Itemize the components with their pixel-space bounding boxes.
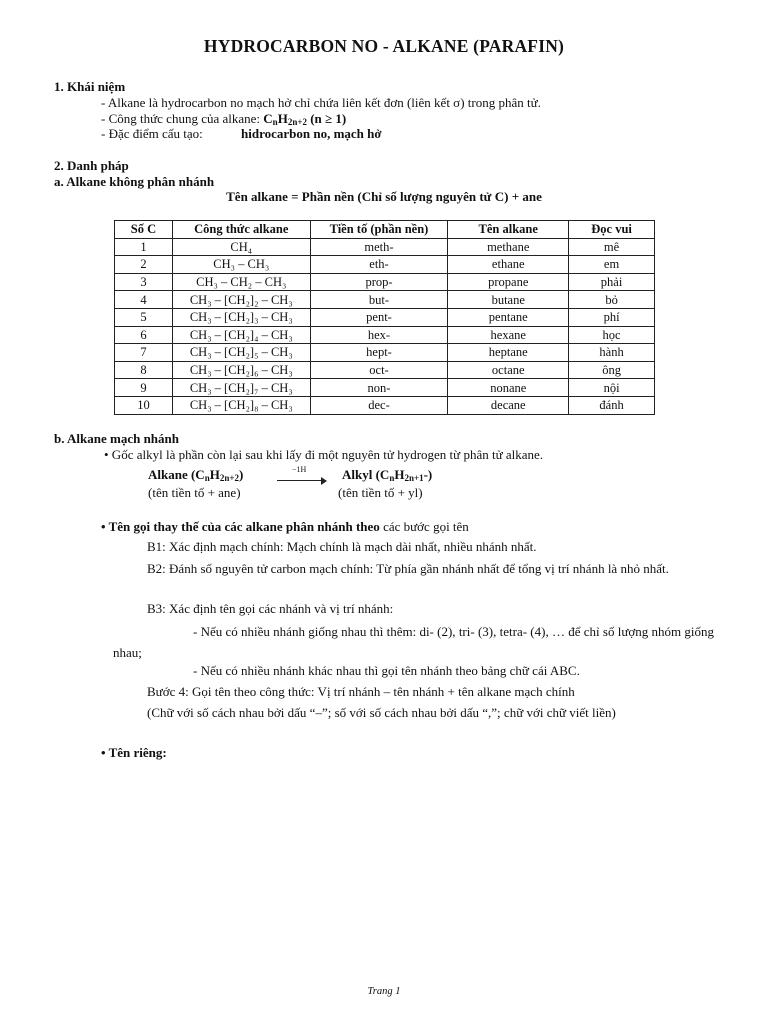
table-row bbox=[115, 396, 655, 414]
step-3: B3: Xác định tên gọi các nhánh và vị trí nhánh: bbox=[147, 601, 394, 616]
table-cell-name: nonane bbox=[448, 379, 569, 397]
general-formula: $C_nH_{2n+2}$ (n ≥ 1) bbox=[263, 111, 347, 127]
alkane-table-body bbox=[115, 238, 655, 414]
table-cell-prefix: meth- bbox=[310, 238, 448, 256]
section-2-heading: 2. Danh pháp bbox=[54, 158, 129, 173]
alkane-formula-label: Alkane $(C_nH_{2n+2})$ bbox=[148, 467, 244, 483]
table-cell-name: heptane bbox=[448, 344, 569, 362]
table-row bbox=[115, 379, 655, 397]
table-cell-n: 3 bbox=[115, 273, 173, 291]
table-cell-formula: CH₃ – [CH₂]₈ – CH₃ bbox=[172, 396, 310, 414]
table-cell-formula: CH₃ – [CH₂]₆ – CH₃ bbox=[172, 361, 310, 379]
subsection-b-heading: b. Alkane mạch nhánh bbox=[54, 431, 179, 446]
step-2: B2: Đánh số nguyên tử carbon mạch chính: Từ phía gần nhánh nhất để tổng vị trí nhánh là nhỏ nhất. bbox=[147, 561, 669, 576]
substitutive-naming-heading: • Tên gọi thay thế của các alkane phân nhánh theo các bước gọi tên bbox=[101, 519, 469, 534]
table-cell-n: 8 bbox=[115, 361, 173, 379]
table-cell-name: pentane bbox=[448, 308, 569, 326]
table-cell-fun: ông bbox=[569, 361, 655, 379]
table-cell-formula: CH₃ – CH₃ bbox=[172, 256, 310, 274]
table-header-cell: Số C bbox=[115, 221, 173, 239]
table-cell-prefix: dec- bbox=[310, 396, 448, 414]
table-cell-name: methane bbox=[448, 238, 569, 256]
table-cell-n: 1 bbox=[115, 238, 173, 256]
page-number: Trang 1 bbox=[367, 986, 401, 997]
table-cell-formula: CH₃ – [CH₂]₂ – CH₃ bbox=[172, 291, 310, 309]
proper-names-heading: • Tên riêng: bbox=[101, 745, 167, 760]
table-row bbox=[115, 344, 655, 362]
table-cell-name: ethane bbox=[448, 256, 569, 274]
table-cell-fun: phí bbox=[569, 308, 655, 326]
table-cell-name: octane bbox=[448, 361, 569, 379]
table-row bbox=[115, 291, 655, 309]
general-formula-label: - Công thức chung của alkane: bbox=[101, 111, 264, 126]
table-cell-formula: CH₃ – CH₂ – CH₃ bbox=[172, 273, 310, 291]
table-cell-prefix: prop- bbox=[310, 273, 448, 291]
table-cell-n: 6 bbox=[115, 326, 173, 344]
arrow-label: −1H bbox=[292, 465, 307, 474]
table-cell-formula: CH₃ – [CH₂]₄ – CH₃ bbox=[172, 326, 310, 344]
step-4: Bước 4: Gọi tên theo công thức: Vị trí nhánh – tên nhánh + tên alkane mạch chính bbox=[147, 684, 575, 699]
table-cell-name: butane bbox=[448, 291, 569, 309]
table-row bbox=[115, 273, 655, 291]
table-cell-n: 5 bbox=[115, 308, 173, 326]
alkane-note: (tên tiền tố + ane) bbox=[148, 485, 241, 500]
table-row bbox=[115, 308, 655, 326]
table-row bbox=[115, 256, 655, 274]
section-1-heading: 1. Khái niệm bbox=[54, 79, 126, 94]
reaction-arrow bbox=[277, 480, 323, 481]
arrow-head-icon bbox=[321, 477, 327, 485]
table-header-cell: Tiền tố (phần nền) bbox=[310, 221, 448, 239]
structure-label: - Đặc điểm cấu tạo: bbox=[101, 126, 203, 141]
table-cell-fun: bỏ bbox=[569, 291, 655, 309]
table-cell-fun: mê bbox=[569, 238, 655, 256]
step-3-rule-a: - Nếu có nhiều nhánh giống nhau thì thêm: di- (2), tri- (3), tetra- (4), … để chỉ số lượng nhóm giống nhau; bbox=[113, 624, 714, 660]
table-row bbox=[115, 326, 655, 344]
table-cell-fun: học bbox=[569, 326, 655, 344]
table-cell-fun: em bbox=[569, 256, 655, 274]
alkyl-note: (tên tiền tố + yl) bbox=[338, 485, 423, 500]
alkyl-formula-label: Alkyl $(C_nH_{2n+1}-)$ bbox=[342, 467, 433, 483]
naming-rule: Tên alkane = Phần nền (Chỉ số lượng nguyên tử C) + ane bbox=[226, 189, 542, 204]
table-cell-prefix: eth- bbox=[310, 256, 448, 274]
table-cell-prefix: hept- bbox=[310, 344, 448, 362]
table-header-cell: Công thức alkane bbox=[172, 221, 310, 239]
table-cell-fun: hành bbox=[569, 344, 655, 362]
table-row bbox=[115, 238, 655, 256]
alkyl-definition: • Gốc alkyl là phần còn lại sau khi lấy đi một nguyên tử hydrogen từ phân tử alkane. bbox=[104, 447, 544, 462]
page-title: HYDROCARBON NO - ALKANE (PARAFIN) bbox=[203, 36, 565, 56]
step-3-rule-b: - Nếu có nhiều nhánh khác nhau thì gọi tên nhánh theo bảng chữ cái ABC. bbox=[193, 663, 580, 678]
table-cell-name: hexane bbox=[448, 326, 569, 344]
separator-note: (Chữ với số cách nhau bởi dấu “–”; số với số cách nhau bởi dấu “,”; chữ với chữ viết liền) bbox=[147, 705, 616, 720]
table-cell-name: propane bbox=[448, 273, 569, 291]
table-cell-formula: CH₄ bbox=[172, 238, 310, 256]
table-cell-prefix: oct- bbox=[310, 361, 448, 379]
table-cell-fun: đánh bbox=[569, 396, 655, 414]
definition-line: - Alkane là hydrocarbon no mạch hở chỉ chứa liên kết đơn (liên kết σ) trong phân tử. bbox=[101, 95, 541, 110]
general-formula-line bbox=[101, 111, 346, 127]
structure-value: hidrocarbon no, mạch hở bbox=[241, 126, 382, 141]
table-cell-formula: CH₃ – [CH₂]₃ – CH₃ bbox=[172, 308, 310, 326]
step-1: B1: Xác định mạch chính: Mạch chính là mạch dài nhất, nhiều nhánh nhất. bbox=[147, 539, 537, 554]
table-header-row bbox=[115, 221, 655, 239]
table-header-cell: Tên alkane bbox=[448, 221, 569, 239]
table-cell-name: decane bbox=[448, 396, 569, 414]
table-cell-fun: nội bbox=[569, 379, 655, 397]
alkane-table bbox=[114, 220, 655, 415]
table-cell-n: 4 bbox=[115, 291, 173, 309]
subsection-a-heading: a. Alkane không phân nhánh bbox=[54, 174, 215, 189]
table-cell-prefix: but- bbox=[310, 291, 448, 309]
table-cell-n: 7 bbox=[115, 344, 173, 362]
table-row bbox=[115, 361, 655, 379]
table-cell-prefix: non- bbox=[310, 379, 448, 397]
table-cell-prefix: pent- bbox=[310, 308, 448, 326]
table-cell-prefix: hex- bbox=[310, 326, 448, 344]
table-cell-n: 10 bbox=[115, 396, 173, 414]
table-cell-n: 2 bbox=[115, 256, 173, 274]
table-cell-fun: phải bbox=[569, 273, 655, 291]
table-header-cell: Đọc vui bbox=[569, 221, 655, 239]
table-cell-n: 9 bbox=[115, 379, 173, 397]
table-cell-formula: CH₃ – [CH₂]₇ – CH₃ bbox=[172, 379, 310, 397]
table-cell-formula: CH₃ – [CH₂]₅ – CH₃ bbox=[172, 344, 310, 362]
